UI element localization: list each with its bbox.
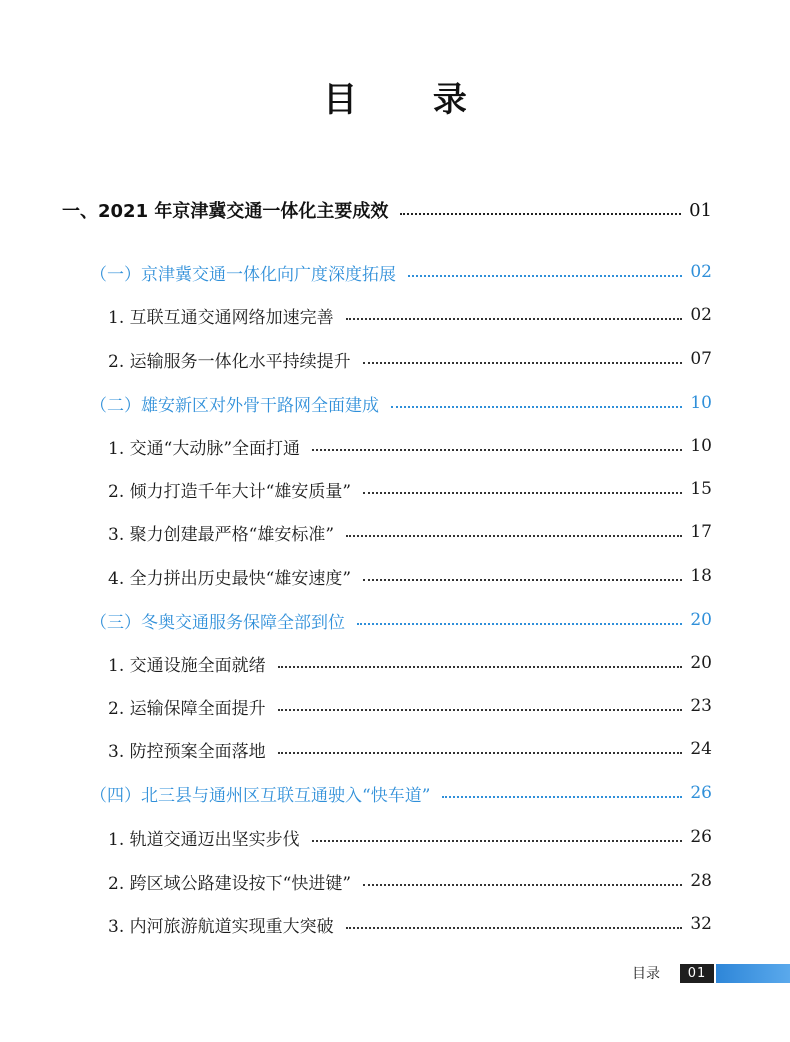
- toc-entry-title: 1. 互联互通交通网络加速完善: [108, 307, 334, 328]
- toc-section-entry: [90, 255, 712, 289]
- toc-entry-title: （四）北三县与通州区互联互通驶入“快车道”: [90, 785, 431, 806]
- toc-entry-page-number: 07: [690, 349, 712, 369]
- footer-section-label: 目录: [632, 966, 660, 982]
- toc-dot-leader: [312, 840, 682, 842]
- toc-section-entry: [90, 386, 712, 420]
- toc-chapter-entry: [62, 193, 712, 227]
- toc-entry-title: 2. 跨区域公路建设按下“快进键”: [108, 873, 352, 894]
- toc-dot-leader: [346, 535, 682, 537]
- toc-dot-leader: [357, 623, 682, 625]
- toc-entry-page-number: 24: [690, 739, 712, 759]
- toc-subsection-entry: [108, 689, 712, 723]
- toc-entry-page-number: 32: [690, 914, 712, 934]
- toc-entry-page-number: 26: [690, 783, 712, 803]
- toc-entry-page-number: 26: [690, 827, 712, 847]
- toc-entry-page-number: 10: [690, 393, 712, 413]
- toc-dot-leader: [346, 927, 682, 929]
- toc-subsection-entry: [108, 646, 712, 680]
- toc-entry-title: （一）京津冀交通一体化向广度深度拓展: [90, 264, 396, 285]
- toc-dot-leader: [363, 492, 682, 494]
- toc-dot-leader: [278, 666, 682, 668]
- toc-entry-title: 3. 聚力创建最严格“雄安标准”: [108, 524, 335, 545]
- toc-entry-page-number: 01: [689, 199, 712, 221]
- toc-entry-title: 3. 内河旅游航道实现重大突破: [108, 916, 334, 937]
- toc-subsection-entry: [108, 559, 712, 593]
- toc-section-entry: [90, 603, 712, 637]
- toc-entry-page-number: 02: [690, 262, 712, 282]
- footer-page-number: 01: [680, 964, 714, 983]
- toc-dot-leader: [363, 362, 682, 364]
- toc-entry-page-number: 02: [690, 305, 712, 325]
- toc-subsection-entry: [108, 429, 712, 463]
- toc-dot-leader: [278, 752, 682, 754]
- toc-dot-leader: [391, 406, 682, 408]
- page-title: 目 录: [323, 80, 499, 120]
- toc-entry-title: （二）雄安新区对外骨干路网全面建成: [90, 395, 379, 416]
- toc-entry-title: 3. 防控预案全面落地: [108, 741, 266, 762]
- toc-entry-page-number: 10: [690, 436, 712, 456]
- toc-subsection-entry: [108, 864, 712, 898]
- toc-entry-page-number: 15: [690, 479, 712, 499]
- toc-subsection-entry: [108, 342, 712, 376]
- toc-subsection-entry: [108, 472, 712, 506]
- toc-entry-page-number: 28: [690, 871, 712, 891]
- toc-entry-title: 4. 全力拼出历史最快“雄安速度”: [108, 568, 352, 589]
- toc-subsection-entry: [108, 907, 712, 941]
- toc-entry-title: 1. 交通设施全面就绪: [108, 655, 266, 676]
- toc-dot-leader: [363, 579, 682, 581]
- toc-section-entry: [90, 776, 712, 810]
- toc-entry-title: 2. 倾力打造千年大计“雄安质量”: [108, 481, 352, 502]
- toc-entry-title: 1. 交通“大动脉”全面打通: [108, 438, 301, 459]
- toc-entry-page-number: 17: [690, 522, 712, 542]
- toc-entry-page-number: 23: [690, 696, 712, 716]
- toc-dot-leader: [400, 213, 681, 215]
- toc-dot-leader: [408, 275, 682, 277]
- footer-accent-bar: [716, 964, 790, 983]
- toc-dot-leader: [346, 318, 682, 320]
- toc-dot-leader: [442, 796, 682, 798]
- toc-subsection-entry: [108, 298, 712, 332]
- toc-entry-page-number: 18: [690, 566, 712, 586]
- toc-subsection-entry: [108, 820, 712, 854]
- toc-dot-leader: [278, 709, 682, 711]
- toc-entry-title: 2. 运输服务一体化水平持续提升: [108, 351, 351, 372]
- toc-entry-title: 一、2021 年京津冀交通一体化主要成效: [62, 201, 389, 222]
- toc-entry-page-number: 20: [690, 653, 712, 673]
- toc-dot-leader: [363, 884, 682, 886]
- toc-entry-title: 2. 运输保障全面提升: [108, 698, 266, 719]
- toc-entry-page-number: 20: [690, 610, 712, 630]
- toc-subsection-entry: [108, 732, 712, 766]
- toc-entry-title: 1. 轨道交通迈出坚实步伐: [108, 829, 300, 850]
- toc-subsection-entry: [108, 515, 712, 549]
- toc-entry-title: （三）冬奥交通服务保障全部到位: [90, 612, 345, 633]
- toc-dot-leader: [312, 449, 682, 451]
